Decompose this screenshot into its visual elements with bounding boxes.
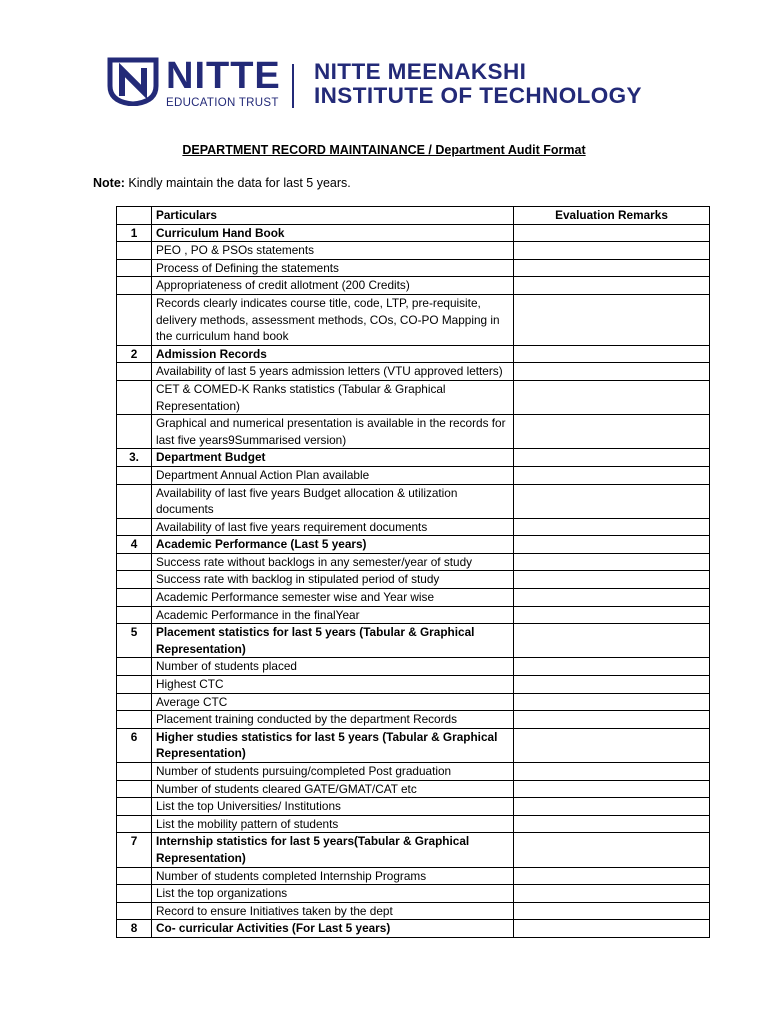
row-evaluation-remarks[interactable] — [514, 780, 710, 798]
row-number: 4 — [117, 536, 152, 554]
row-number — [117, 867, 152, 885]
institute-name — [314, 60, 642, 108]
row-number — [117, 518, 152, 536]
row-evaluation-remarks[interactable] — [514, 728, 710, 762]
brand-subtitle: EDUCATION TRUST — [166, 97, 279, 109]
row-evaluation-remarks[interactable] — [514, 920, 710, 938]
row-evaluation-remarks[interactable] — [514, 466, 710, 484]
table-row — [117, 867, 710, 885]
table-row — [117, 885, 710, 903]
row-particulars: Department Budget — [152, 449, 514, 467]
row-evaluation-remarks[interactable] — [514, 259, 710, 277]
row-number — [117, 763, 152, 781]
row-evaluation-remarks[interactable] — [514, 571, 710, 589]
row-evaluation-remarks[interactable] — [514, 294, 710, 345]
row-number — [117, 589, 152, 607]
table-row — [117, 693, 710, 711]
row-particulars: Number of students placed — [152, 658, 514, 676]
table-row — [117, 224, 710, 242]
row-number: 2 — [117, 345, 152, 363]
table-row — [117, 920, 710, 938]
note-label: Note: — [93, 176, 125, 190]
table-row — [117, 658, 710, 676]
table-row — [117, 449, 710, 467]
row-evaluation-remarks[interactable] — [514, 415, 710, 449]
row-number — [117, 676, 152, 694]
row-particulars: Number of students cleared GATE/GMAT/CAT etc — [152, 780, 514, 798]
row-evaluation-remarks[interactable] — [514, 484, 710, 518]
row-particulars: Academic Performance semester wise and Year wise — [152, 589, 514, 607]
row-number — [117, 294, 152, 345]
row-particulars: Success rate without backlogs in any semester/year of study — [152, 553, 514, 571]
row-number — [117, 259, 152, 277]
row-particulars: List the mobility pattern of students — [152, 815, 514, 833]
row-number: 7 — [117, 833, 152, 867]
table-row — [117, 711, 710, 729]
row-number — [117, 798, 152, 816]
header-num — [117, 207, 152, 225]
table-row — [117, 763, 710, 781]
table-body — [117, 224, 710, 937]
row-number — [117, 380, 152, 414]
row-number — [117, 242, 152, 260]
table-row — [117, 833, 710, 867]
audit-table — [116, 206, 710, 938]
brand-name: NITTE — [166, 55, 281, 97]
row-number — [117, 466, 152, 484]
row-evaluation-remarks[interactable] — [514, 798, 710, 816]
row-particulars: Record to ensure Initiatives taken by the dept — [152, 902, 514, 920]
row-particulars: Success rate with backlog in stipulated period of study — [152, 571, 514, 589]
row-evaluation-remarks[interactable] — [514, 711, 710, 729]
row-particulars: Academic Performance in the finalYear — [152, 606, 514, 624]
row-evaluation-remarks[interactable] — [514, 658, 710, 676]
table-row — [117, 902, 710, 920]
row-particulars: Average CTC — [152, 693, 514, 711]
table-row — [117, 345, 710, 363]
table-row — [117, 676, 710, 694]
row-particulars: Department Annual Action Plan available — [152, 466, 514, 484]
row-evaluation-remarks[interactable] — [514, 815, 710, 833]
row-particulars: Records clearly indicates course title, code, LTP, pre-requisite, delivery methods, assessment methods, COs, CO-PO Mapping in the curriculum hand book — [152, 294, 514, 345]
row-number — [117, 277, 152, 295]
row-number — [117, 606, 152, 624]
table-row — [117, 380, 710, 414]
row-evaluation-remarks[interactable] — [514, 624, 710, 658]
row-particulars: CET & COMED-K Ranks statistics (Tabular & Graphical Representation) — [152, 380, 514, 414]
row-evaluation-remarks[interactable] — [514, 606, 710, 624]
row-particulars: Highest CTC — [152, 676, 514, 694]
table-row — [117, 589, 710, 607]
table-row — [117, 798, 710, 816]
institute-name-line2: INSTITUTE OF TECHNOLOGY — [314, 83, 642, 108]
row-particulars: Availability of last five years Budget allocation & utilization documents — [152, 484, 514, 518]
row-evaluation-remarks[interactable] — [514, 242, 710, 260]
row-particulars: Availability of last five years requirement documents — [152, 518, 514, 536]
row-number: 8 — [117, 920, 152, 938]
table-row — [117, 415, 710, 449]
row-evaluation-remarks[interactable] — [514, 380, 710, 414]
table-row — [117, 518, 710, 536]
row-particulars: Process of Defining the statements — [152, 259, 514, 277]
row-evaluation-remarks[interactable] — [514, 224, 710, 242]
table-row — [117, 242, 710, 260]
table-row — [117, 294, 710, 345]
table-row — [117, 363, 710, 381]
row-number — [117, 693, 152, 711]
row-particulars: Internship statistics for last 5 years(Tabular & Graphical Representation) — [152, 833, 514, 867]
table-header-row — [117, 207, 710, 225]
table-row — [117, 466, 710, 484]
row-evaluation-remarks[interactable] — [514, 885, 710, 903]
row-number — [117, 658, 152, 676]
table-row — [117, 259, 710, 277]
row-particulars: Placement statistics for last 5 years (Tabular & Graphical Representation) — [152, 624, 514, 658]
row-particulars: List the top Universities/ Institutions — [152, 798, 514, 816]
row-particulars: PEO , PO & PSOs statements — [152, 242, 514, 260]
brand-block — [166, 57, 281, 109]
table-row — [117, 484, 710, 518]
row-evaluation-remarks[interactable] — [514, 536, 710, 554]
row-evaluation-remarks[interactable] — [514, 867, 710, 885]
row-number: 5 — [117, 624, 152, 658]
row-evaluation-remarks[interactable] — [514, 553, 710, 571]
table-row — [117, 277, 710, 295]
row-evaluation-remarks[interactable] — [514, 676, 710, 694]
table-row — [117, 815, 710, 833]
row-number — [117, 902, 152, 920]
row-number — [117, 780, 152, 798]
note-text: Kindly maintain the data for last 5 years. — [124, 176, 351, 190]
row-number — [117, 553, 152, 571]
row-number — [117, 484, 152, 518]
row-number — [117, 711, 152, 729]
row-particulars: Co- curricular Activities (For Last 5 years) — [152, 920, 514, 938]
row-particulars: Number of students pursuing/completed Post graduation — [152, 763, 514, 781]
row-evaluation-remarks[interactable] — [514, 449, 710, 467]
table-row — [117, 571, 710, 589]
header-remarks: Evaluation Remarks — [514, 207, 710, 225]
row-evaluation-remarks[interactable] — [514, 902, 710, 920]
row-evaluation-remarks[interactable] — [514, 277, 710, 295]
row-particulars: Placement training conducted by the department Records — [152, 711, 514, 729]
row-number — [117, 415, 152, 449]
row-particulars: List the top organizations — [152, 885, 514, 903]
header-divider — [292, 64, 294, 108]
table-row — [117, 728, 710, 762]
institute-name-line1: NITTE MEENAKSHI — [314, 59, 527, 84]
row-evaluation-remarks[interactable] — [514, 693, 710, 711]
row-particulars: Curriculum Hand Book — [152, 224, 514, 242]
row-number: 3. — [117, 449, 152, 467]
note — [93, 176, 351, 190]
row-number: 6 — [117, 728, 152, 762]
row-number — [117, 815, 152, 833]
nitte-logo-icon — [106, 56, 160, 106]
row-particulars: Higher studies statistics for last 5 years (Tabular & Graphical Representation) — [152, 728, 514, 762]
header-particulars: Particulars — [152, 207, 514, 225]
row-number — [117, 571, 152, 589]
row-particulars: Appropriateness of credit allotment (200 Credits) — [152, 277, 514, 295]
row-number — [117, 885, 152, 903]
row-particulars: Admission Records — [152, 345, 514, 363]
row-evaluation-remarks[interactable] — [514, 363, 710, 381]
row-number: 1 — [117, 224, 152, 242]
institution-header — [106, 52, 676, 112]
row-evaluation-remarks[interactable] — [514, 345, 710, 363]
table-row — [117, 624, 710, 658]
row-evaluation-remarks[interactable] — [514, 518, 710, 536]
row-evaluation-remarks[interactable] — [514, 763, 710, 781]
row-particulars: Academic Performance (Last 5 years) — [152, 536, 514, 554]
row-particulars: Graphical and numerical presentation is available in the records for last five years9Summarised version) — [152, 415, 514, 449]
table-row — [117, 780, 710, 798]
row-particulars: Number of students completed Internship Programs — [152, 867, 514, 885]
row-evaluation-remarks[interactable] — [514, 589, 710, 607]
table-row — [117, 606, 710, 624]
row-number — [117, 363, 152, 381]
row-particulars: Availability of last 5 years admission letters (VTU approved letters) — [152, 363, 514, 381]
row-evaluation-remarks[interactable] — [514, 833, 710, 867]
document-title: DEPARTMENT RECORD MAINTAINANCE / Department Audit Format — [182, 143, 586, 157]
table-row — [117, 553, 710, 571]
table-row — [117, 536, 710, 554]
